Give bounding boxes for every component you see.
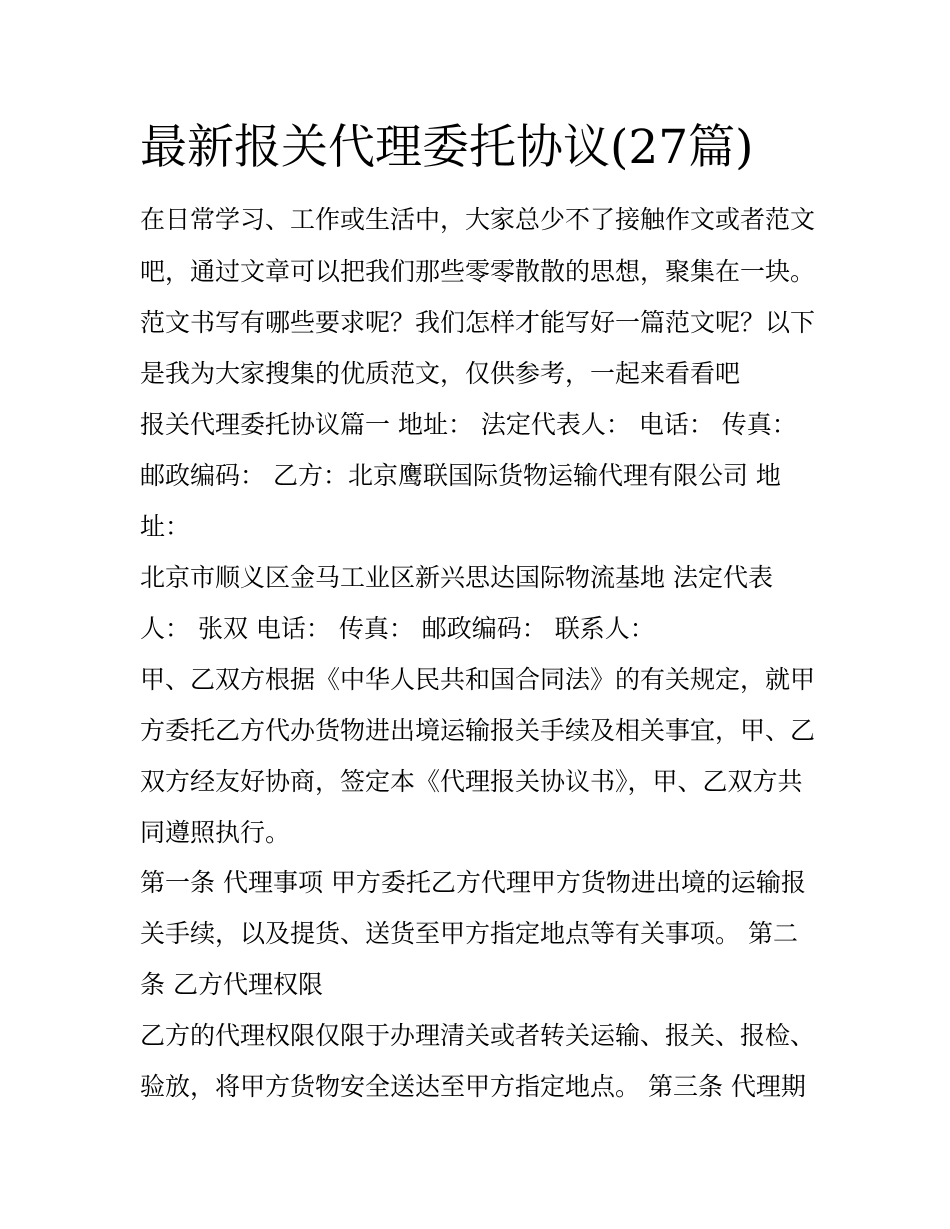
document-title: 最新报关代理委托协议(27篇) (140, 120, 754, 175)
paragraph-line: 同遵照执行。 (140, 818, 291, 847)
paragraph-line: 乙方的代理权限仅限于办理清关或者转关运输、报关、报检、 (140, 1021, 816, 1050)
paragraph-line: 验放，将甲方货物安全送达至甲方指定地点。 第三条 代理期 (140, 1072, 806, 1101)
paragraph-line: 北京市顺义区金马工业区新兴思达国际物流基地 法定代表 (140, 563, 773, 592)
paragraph-line: 方委托乙方代办货物进出境运输报关手续及相关事宜，甲、乙 (140, 716, 816, 745)
paragraph-line: 范文书写有哪些要求呢？我们怎样才能写好一篇范文呢？以下 (140, 308, 816, 337)
paragraph-line: 双方经友好协商，签定本《代理报关协议书》，甲、乙双方共 (140, 767, 803, 796)
paragraph-line: 报关代理委托协议篇一 地址： 法定代表人： 电话： 传真： (140, 410, 797, 439)
paragraph-line: 邮政编码： 乙方：北京鹰联国际货物运输代理有限公司 地 (140, 461, 781, 490)
paragraph-line: 第一条 代理事项 甲方委托乙方代理甲方货物进出境的运输报 (140, 868, 806, 897)
paragraph-line: 是我为大家搜集的优质范文，仅供参考，一起来看看吧 (140, 359, 741, 388)
paragraph-line: 关手续，以及提货、送货至甲方指定地点等有关事项。 第二 (140, 919, 798, 948)
paragraph-line: 人： 张双 电话： 传真： 邮政编码： 联系人： (140, 614, 655, 643)
paragraph-line: 在日常学习、工作或生活中，大家总少不了接触作文或者范文 (140, 205, 816, 234)
paragraph-line: 址： (140, 512, 191, 541)
paragraph-line: 条 乙方代理权限 (140, 970, 323, 999)
paragraph-line: 吧，通过文章可以把我们那些零零散散的思想，聚集在一块。 (140, 257, 816, 286)
paragraph-line: 甲、乙双方根据《中华人民共和国合同法》的有关规定，就甲 (140, 665, 816, 694)
